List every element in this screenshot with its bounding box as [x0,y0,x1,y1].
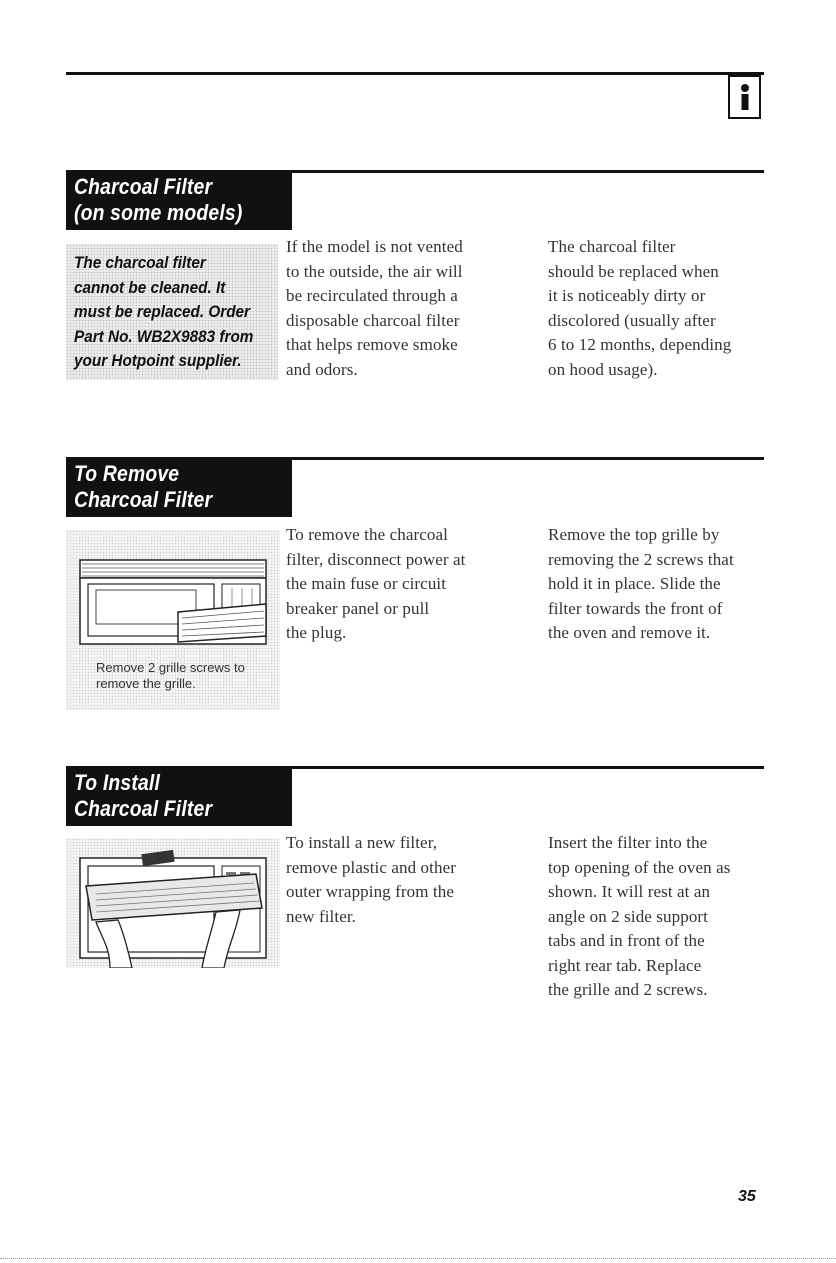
text-line: top opening of the oven as [548,857,731,877]
text-line: Insert the filter into the [548,833,708,852]
text-line: the grille and 2 screws. [548,980,708,999]
section-title-line: Charcoal Filter [74,796,213,821]
text-line: be recirculated through a [286,286,458,305]
section-title-line: (on some models) [74,200,243,225]
caption-line: Remove 2 grille screws to [96,660,245,675]
text-line: breaker panel or pull [286,598,430,618]
text-line: remove plastic and other [286,857,456,877]
text-line: shown. It will rest at an [548,882,711,901]
text-line: right rear tab. Replace [548,955,702,975]
top-rule [66,72,764,75]
text-line: Remove the top grille by [548,525,720,544]
text-line: on hood usage). [548,359,658,379]
text-line: To remove the charcoal [286,525,448,544]
text-line: tabs and in front of the [548,931,705,950]
text-line: disposable charcoal filter [286,310,460,330]
text-line: hold it in place. Slide the [548,574,721,593]
text-line: The charcoal filter [548,237,676,256]
body-column-left [286,523,466,646]
body-column-right [548,831,730,1003]
text-line: outer wrapping from the [286,882,454,901]
microwave-grille-drawing [66,530,280,660]
replacement-note [66,244,278,380]
text-line: 6 to 12 months, depending [548,335,732,354]
section-header-to-install [66,766,292,826]
text-line: should be replaced when [548,261,719,281]
note-line: Part No. WB2X9883 from [74,326,254,346]
text-line: and odors. [286,359,358,379]
text-line: discolored (usually after [548,310,716,330]
body-column-right [548,523,734,646]
info-icon [728,75,761,119]
text-line: the plug. [286,623,347,642]
body-column-left [286,235,463,382]
body-column-right [548,235,731,382]
section-header-to-remove [66,457,292,517]
section-title-line: Charcoal Filter [74,174,213,199]
text-line: the oven and remove it. [548,623,711,642]
section-title-line: To Install [74,770,161,795]
caption-line: remove the grille. [96,676,196,691]
section-title-line: Charcoal Filter [74,487,213,512]
page-number: 35 [738,1188,756,1205]
text-line: angle on 2 side support [548,906,708,926]
text-line: If the model is not vented [286,237,463,256]
text-line: new filter. [286,906,357,926]
section-title-line: To Remove [74,461,180,486]
text-line: To install a new filter, [286,833,438,852]
text-line: removing the 2 screws that [548,549,734,569]
body-column-left [286,831,456,929]
text-line: filter, disconnect power at [286,549,466,569]
section-header-charcoal-filter [66,170,292,230]
text-line: to the outside, the air will [286,261,463,281]
figure-caption [96,660,245,692]
text-line: that helps remove smoke [286,335,458,354]
note-line: must be replaced. Order [74,302,251,321]
bottom-border [0,1258,836,1260]
note-line: cannot be cleaned. It [74,277,226,297]
note-line: The charcoal filter [74,253,206,272]
text-line: it is noticeably dirty or [548,286,706,305]
microwave-filter-drawing [66,838,280,968]
text-line: filter towards the front of [548,598,723,618]
install-filter-illustration [66,838,280,968]
remove-grille-illustration [66,530,280,710]
text-line: the main fuse or circuit [286,574,447,593]
note-line: your Hotpoint supplier. [74,351,242,370]
